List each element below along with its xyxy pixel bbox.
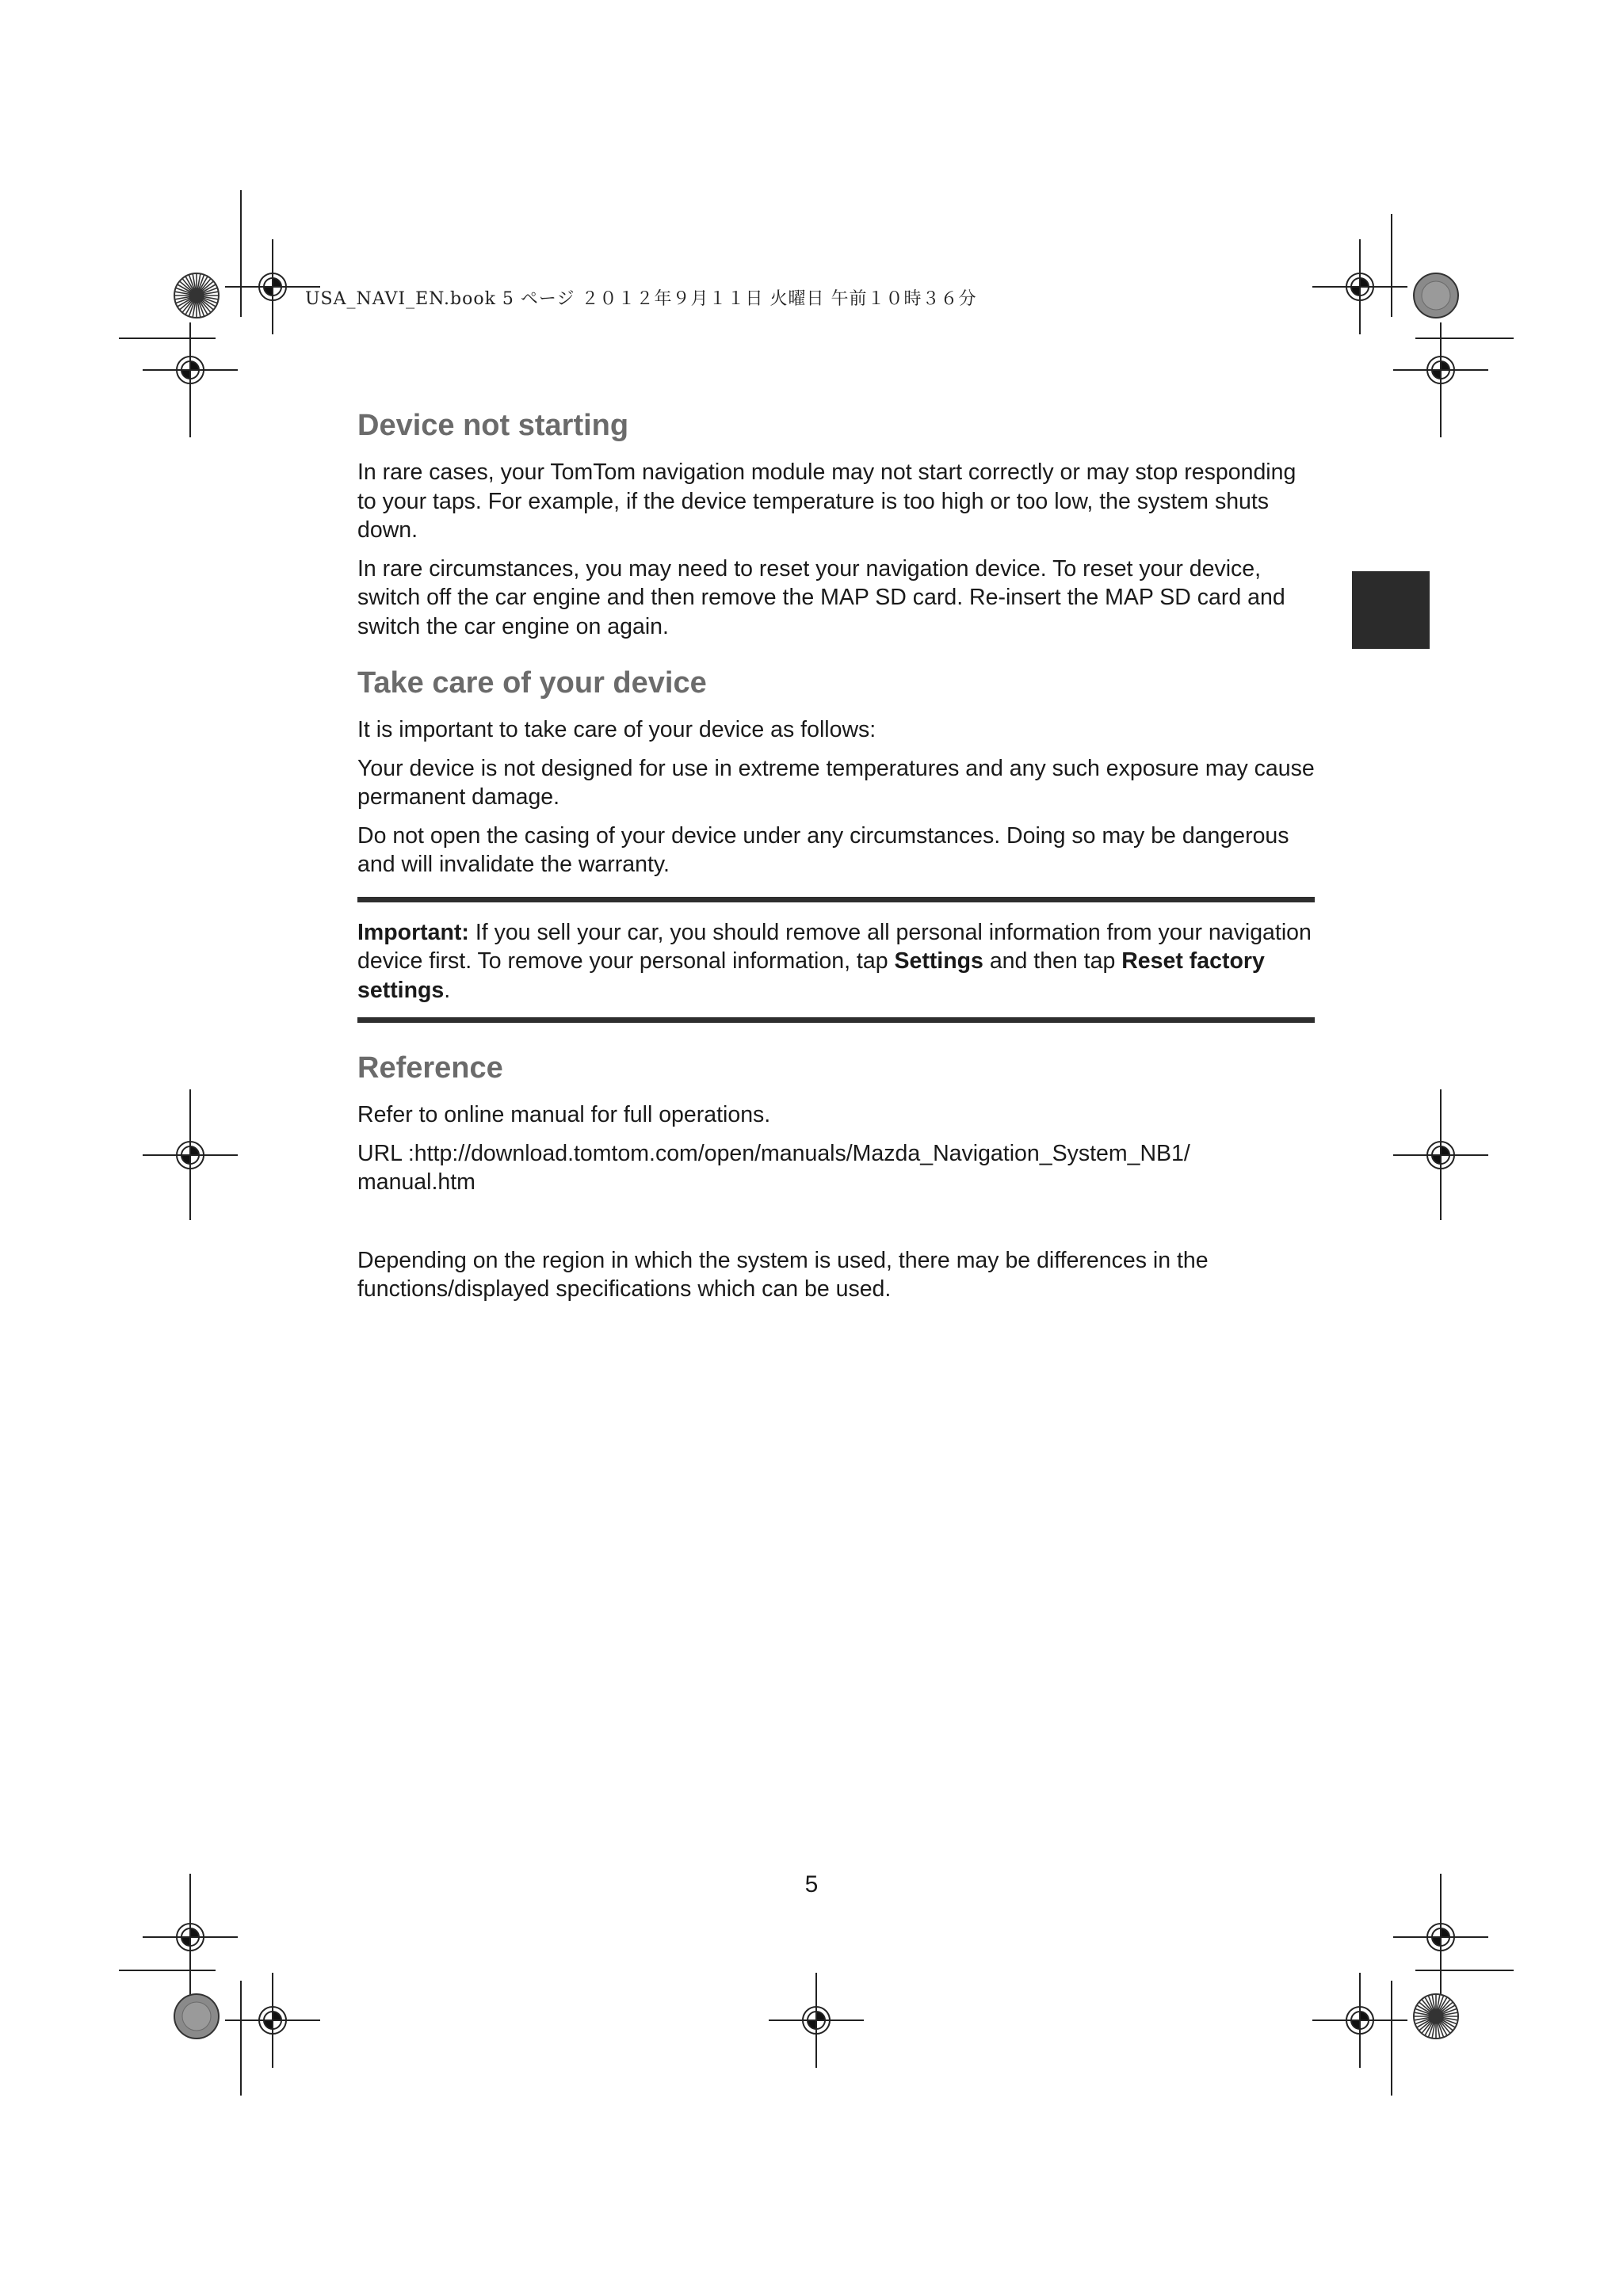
section-tab-marker: [1352, 571, 1430, 649]
gray-dot-inner: [1422, 281, 1450, 310]
paragraph: It is important to take care of your device as follows:: [357, 717, 876, 742]
heading-reference: Reference: [357, 1051, 503, 1085]
important-label: Important:: [357, 919, 469, 945]
gray-dot-inner: [182, 2002, 211, 2031]
important-text: If you sell your car, you should remove all personal information from your navigation device first. To remove your personal information, tap: [357, 919, 1312, 974]
paragraph: Refer to online manual for full operations.: [357, 1102, 771, 1127]
url-line: manual.htm: [357, 1169, 475, 1195]
important-note-text: [357, 918, 1315, 1005]
page-number: 5: [804, 1871, 819, 1897]
reference-url: [357, 1139, 1315, 1197]
important-text: .: [444, 977, 451, 1003]
heading-device-not-starting: Device not starting: [357, 409, 629, 442]
paragraph: In rare circumstances, you may need to reset your navigation device. To reset your device, switch off the car engine and then remove the MAP SD card. Re-insert the MAP SD card and switch the car engine on again.: [357, 555, 1285, 639]
paragraph: Do not open the casing of your device under any circumstances. Doing so may be dangerous and will invalidate the warranty.: [357, 822, 1289, 877]
reset-factory-settings-term: Reset factory settings: [357, 948, 1265, 1003]
important-text: and then tap: [983, 948, 1122, 974]
settings-term: Settings: [894, 948, 983, 974]
page-content: [357, 404, 1315, 1304]
paragraph: Your device is not designed for use in extreme temperatures and any such exposure may cause permanent damage.: [357, 755, 1315, 810]
heading-take-care: Take care of your device: [357, 666, 707, 700]
print-slug-line: USA_NAVI_EN.book 5 ページ ２０１２年９月１１日 火曜日 午前１０時３６分: [305, 289, 977, 309]
url-line: URL :http://download.tomtom.com/open/manuals/Mazda_Navigation_System_NB1/: [357, 1140, 1190, 1166]
important-note-box: [357, 897, 1315, 1024]
paragraph: Depending on the region in which the system is used, there may be differences in the functions/displayed specifications which can be used.: [357, 1247, 1209, 1302]
paragraph: In rare cases, your TomTom navigation module may not start correctly or may stop responding to your taps. For example, if the device temperature is too high or too low, the system shuts down.: [357, 460, 1296, 543]
